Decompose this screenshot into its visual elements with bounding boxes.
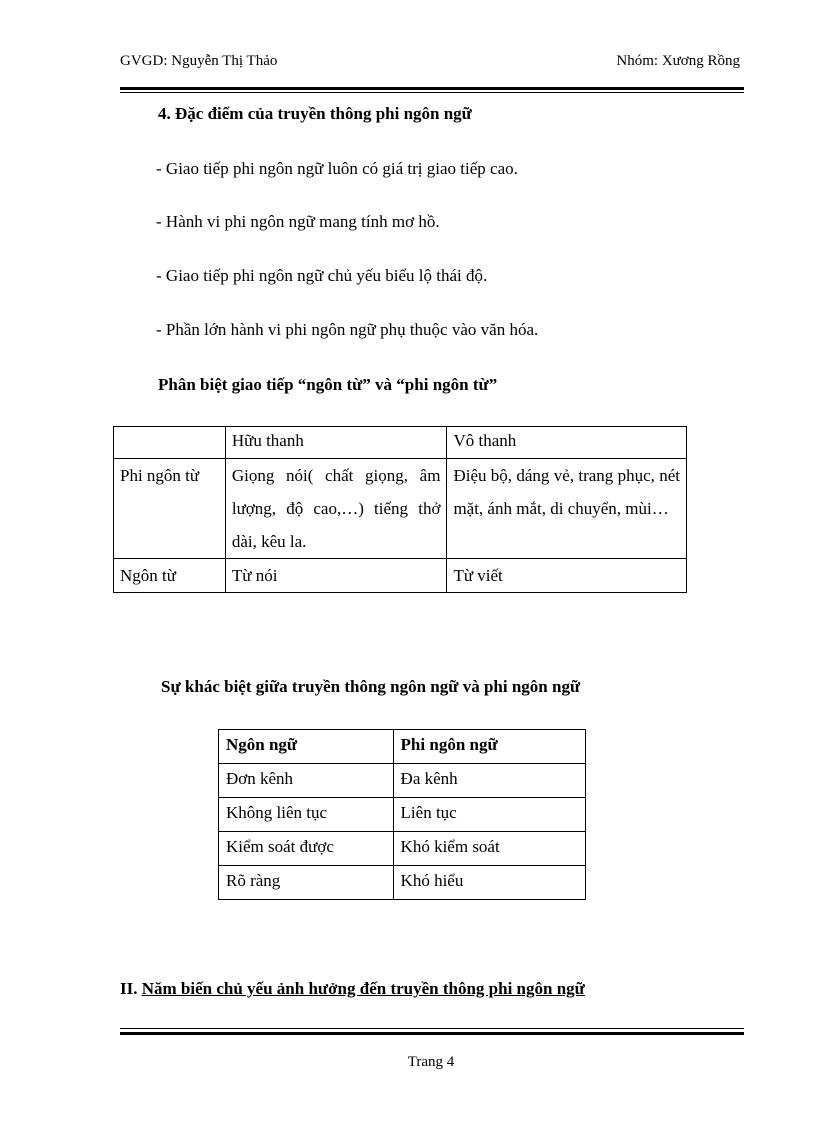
table-cell: Liên tục xyxy=(393,798,585,832)
header-group: Nhóm: Xương Rồng xyxy=(616,53,740,69)
section2-prefix: II. xyxy=(120,979,138,998)
table-row xyxy=(219,764,586,798)
comparison-table-verbal-nonverbal xyxy=(113,426,687,593)
table-cell: Khó kiểm soát xyxy=(393,832,585,866)
table-row xyxy=(219,798,586,832)
bullet-2: - Hành vi phi ngôn ngữ mang tính mơ hồ. xyxy=(156,212,440,231)
table-cell: Giọng nói( chất giọng, âm lượng, độ cao,…) tiếng thở dài, kêu la. xyxy=(225,459,447,559)
table-row xyxy=(114,427,687,459)
section4-title: 4. Đặc điểm của truyền thông phi ngôn ngữ xyxy=(158,104,472,123)
table-row xyxy=(219,730,586,764)
table-cell xyxy=(114,427,226,459)
table-row xyxy=(219,866,586,900)
table-cell: Vô thanh xyxy=(447,427,687,459)
header-rule-thick xyxy=(120,87,744,90)
page-number: Trang 4 xyxy=(407,1054,455,1070)
table1-caption: Phân biệt giao tiếp “ngôn từ” và “phi ngôn từ” xyxy=(158,375,498,394)
table-row xyxy=(114,559,687,593)
table-cell: Ngôn từ xyxy=(114,559,226,593)
table-cell: Hữu thanh xyxy=(225,427,447,459)
table-cell: Không liên tục xyxy=(219,798,394,832)
section2-heading xyxy=(120,979,585,999)
bullet-3: - Giao tiếp phi ngôn ngữ chủ yếu biểu lộ thái độ. xyxy=(156,266,488,285)
bullet-1: - Giao tiếp phi ngôn ngữ luôn có giá trị giao tiếp cao. xyxy=(156,159,518,178)
table-cell: Từ viết xyxy=(447,559,687,593)
header-teacher: GVGD: Nguyễn Thị Thảo xyxy=(120,53,278,69)
footer-rule-thick xyxy=(120,1032,744,1035)
table-cell: Khó hiểu xyxy=(393,866,585,900)
table-cell: Từ nói xyxy=(225,559,447,593)
bullet-4: - Phần lớn hành vi phi ngôn ngữ phụ thuộc vào văn hóa. xyxy=(156,320,539,339)
table-cell: Điệu bộ, dáng vẻ, trang phục, nét mặt, ánh mắt, di chuyển, mùi… xyxy=(447,459,687,559)
table-header-cell: Phi ngôn ngữ xyxy=(393,730,585,764)
table-cell: Đa kênh xyxy=(393,764,585,798)
comparison-table-channels xyxy=(218,729,586,900)
header-rule-thin xyxy=(120,92,744,93)
table-row xyxy=(114,459,687,559)
table-cell: Phi ngôn từ xyxy=(114,459,226,559)
section2-title: Năm biến chủ yếu ảnh hưởng đến truyền thông phi ngôn ngữ xyxy=(141,979,585,998)
table2-caption: Sự khác biệt giữa truyền thông ngôn ngữ và phi ngôn ngữ xyxy=(161,677,581,696)
table-cell: Đơn kênh xyxy=(219,764,394,798)
table-cell: Kiểm soát được xyxy=(219,832,394,866)
table-row xyxy=(219,832,586,866)
table-header-cell: Ngôn ngữ xyxy=(219,730,394,764)
table-cell: Rõ ràng xyxy=(219,866,394,900)
footer-rule-thin xyxy=(120,1028,744,1029)
